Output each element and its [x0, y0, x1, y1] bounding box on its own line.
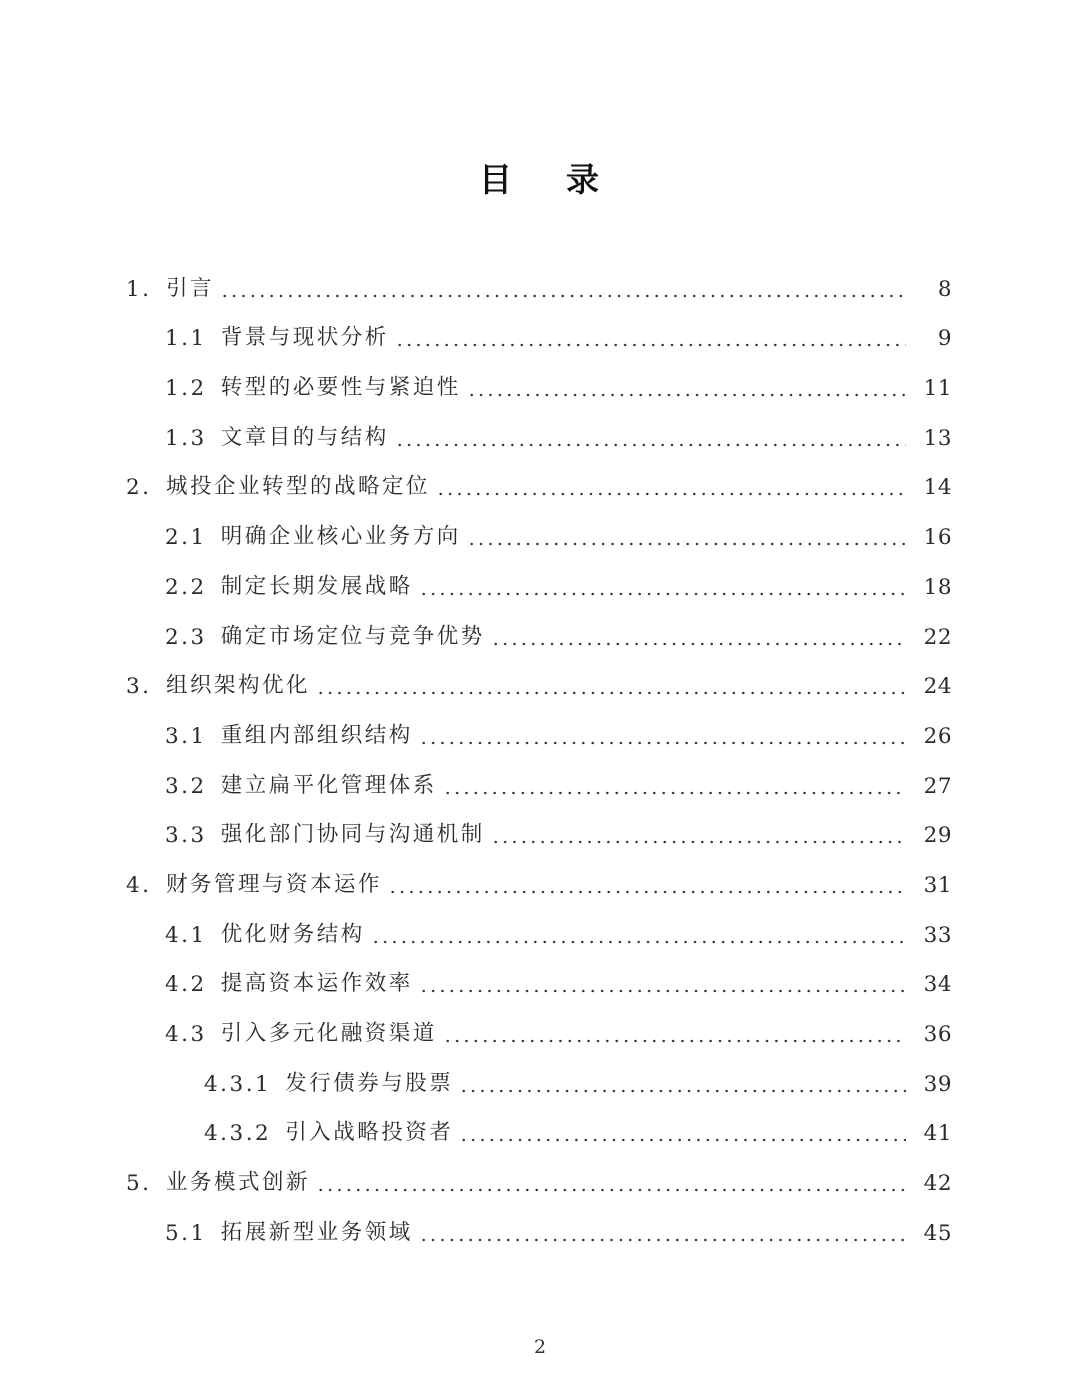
toc-entry-number: 4.3.1 [204, 1071, 272, 1097]
toc-dot-leader [395, 443, 906, 447]
toc-entry-page: 14 [923, 475, 952, 501]
toc-dot-leader [491, 840, 906, 844]
toc-entry-text: 组织架构优化 [166, 673, 311, 699]
toc-entry-text: 城投企业转型的战略定位 [166, 474, 431, 500]
toc-entry-text: 优化财务结构 [220, 921, 365, 947]
toc-entry-number: 4.1 [165, 922, 207, 948]
toc-list [0, 262, 1080, 1256]
toc-entry-text: 引入多元化融资渠道 [220, 1021, 437, 1046]
toc-entry-number: 4. [126, 872, 152, 898]
toc-entry[interactable] [0, 1107, 1080, 1157]
toc-entry-text: 强化部门协同与沟通机制 [220, 822, 485, 848]
toc-dot-leader [459, 1089, 906, 1093]
toc-entry-page: 36 [923, 1022, 952, 1047]
toc-entry-page: 22 [923, 624, 952, 650]
toc-entry-page: 18 [923, 574, 952, 600]
toc-entry-number: 2.1 [165, 525, 207, 551]
toc-entry-number: 5.1 [165, 1220, 207, 1246]
toc-entry-number: 4.3.2 [204, 1121, 272, 1147]
toc-entry-text: 背景与现状分析 [220, 325, 389, 351]
toc-entry-page: 33 [923, 922, 952, 948]
toc-entry[interactable] [0, 1156, 1080, 1206]
toc-dot-leader [419, 741, 906, 745]
toc-title-part2: 录 [566, 160, 601, 199]
toc-entry-number: 1.1 [165, 326, 207, 352]
toc-entry-page: 13 [923, 425, 952, 451]
page-number: 2 [533, 1336, 547, 1358]
toc-entry[interactable] [0, 858, 1080, 908]
toc-entry[interactable] [0, 411, 1080, 461]
toc-entry-number: 3.3 [165, 823, 207, 849]
toc-entry-text: 提高资本运作效率 [220, 971, 413, 997]
toc-entry[interactable] [0, 510, 1080, 560]
toc-entry[interactable] [0, 312, 1080, 362]
toc-entry[interactable] [0, 660, 1080, 710]
toc-entry[interactable] [0, 361, 1080, 411]
toc-title-part1: 目 [479, 160, 514, 199]
toc-entry-page: 9 [937, 326, 952, 352]
toc-entry-number: 2.3 [165, 624, 207, 650]
toc-entry[interactable] [0, 610, 1080, 660]
toc-entry[interactable] [0, 908, 1080, 958]
toc-entry-text: 确定市场定位与竞争优势 [220, 623, 485, 649]
toc-entry-page: 34 [923, 972, 952, 998]
toc-dot-leader [371, 940, 906, 944]
toc-entry-text: 财务管理与资本运作 [166, 871, 383, 897]
toc-entry[interactable] [0, 1057, 1080, 1107]
toc-entry-page: 29 [923, 823, 952, 849]
toc-entry[interactable] [0, 1206, 1080, 1256]
toc-entry-number: 1. [126, 276, 152, 302]
toc-entry[interactable] [0, 560, 1080, 610]
toc-dot-leader [436, 492, 906, 496]
toc-entry-number: 4.2 [165, 972, 207, 998]
toc-dot-leader [316, 691, 906, 695]
toc-dot-leader [443, 1039, 906, 1043]
toc-entry-number: 3. [126, 674, 152, 700]
toc-entry-text: 业务模式创新 [166, 1170, 311, 1196]
toc-dot-leader [316, 1188, 906, 1192]
toc-entry-text: 明确企业核心业务方向 [220, 524, 461, 550]
toc-entry-page: 24 [923, 674, 952, 700]
toc-dot-leader [443, 791, 906, 795]
toc-dot-leader [388, 890, 906, 894]
toc-entry-page: 8 [937, 276, 952, 302]
toc-dot-leader [220, 294, 906, 298]
toc-entry-text: 建立扁平化管理体系 [220, 772, 437, 798]
toc-entry-text: 重组内部组织结构 [220, 722, 413, 748]
toc-dot-leader [419, 989, 906, 993]
toc-entry-page: 26 [923, 723, 952, 749]
toc-entry[interactable] [0, 1007, 1080, 1057]
toc-dot-leader [419, 1238, 906, 1242]
toc-dot-leader [419, 592, 906, 596]
toc-entry-number: 2. [126, 475, 152, 501]
toc-entry-number: 5. [126, 1171, 152, 1197]
toc-entry-text: 文章目的与结构 [220, 424, 389, 450]
toc-entry-text: 发行债券与股票 [285, 1070, 454, 1096]
toc-entry-page: 42 [923, 1171, 952, 1197]
toc-entry[interactable] [0, 262, 1080, 312]
toc-entry[interactable] [0, 759, 1080, 809]
toc-entry-number: 2.2 [165, 574, 207, 600]
toc-entry-page: 41 [923, 1121, 952, 1147]
toc-dot-leader [491, 642, 906, 646]
toc-dot-leader [467, 393, 906, 397]
toc-entry-number: 4.3 [165, 1022, 207, 1047]
toc-dot-leader [459, 1138, 906, 1142]
toc-entry-text: 引入战略投资者 [285, 1120, 454, 1146]
toc-entry[interactable] [0, 958, 1080, 1008]
toc-entry-page: 11 [923, 376, 952, 402]
toc-entry[interactable] [0, 809, 1080, 859]
toc-entry-number: 1.3 [165, 425, 207, 451]
toc-entry-text: 制定长期发展战略 [220, 573, 413, 599]
toc-entry-page: 45 [923, 1220, 952, 1246]
toc-entry-page: 39 [923, 1071, 952, 1097]
toc-entry-number: 3.2 [165, 773, 207, 799]
toc-entry-page: 16 [923, 525, 952, 551]
toc-entry[interactable] [0, 709, 1080, 759]
toc-title [0, 152, 1080, 208]
toc-entry-number: 1.2 [165, 376, 207, 402]
toc-entry-text: 拓展新型业务领域 [220, 1219, 413, 1245]
toc-entry[interactable] [0, 461, 1080, 511]
toc-entry-number: 3.1 [165, 723, 207, 749]
toc-dot-leader [395, 343, 906, 347]
toc-entry-text: 转型的必要性与紧迫性 [220, 375, 461, 401]
toc-dot-leader [467, 542, 906, 546]
toc-entry-page: 31 [923, 872, 952, 898]
toc-entry-text: 引言 [166, 275, 215, 301]
toc-entry-page: 27 [923, 773, 952, 799]
